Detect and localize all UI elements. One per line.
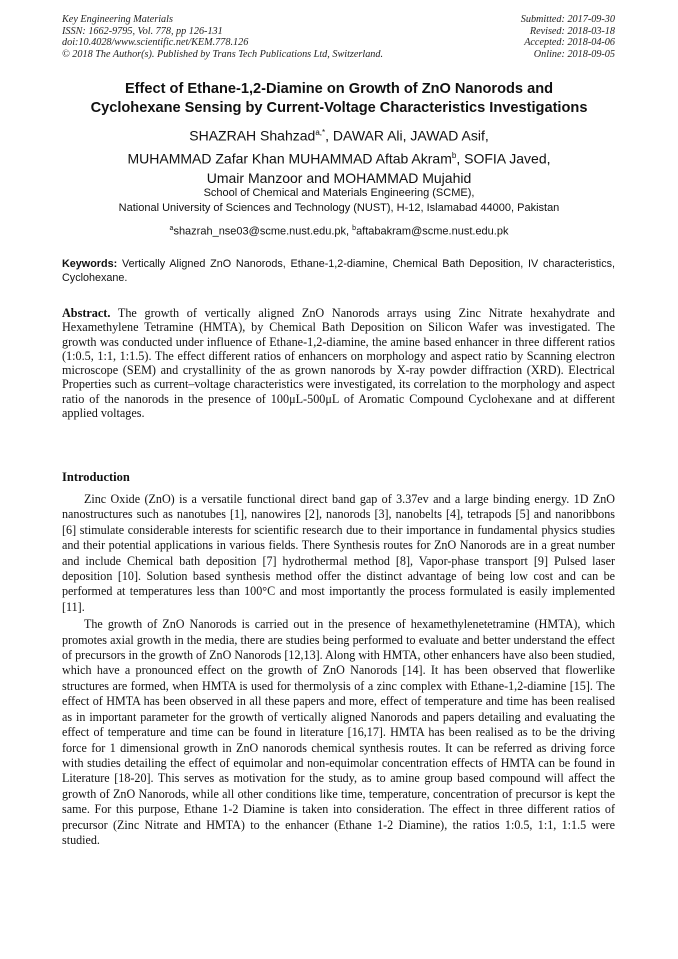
- abstract-text: The growth of vertically aligned ZnO Nanorods arrays using Zinc Nitrate hexahydrate and Hexamethylene Tetramine (HMTA), by Chemical Bath Deposition on Silicon Wafer was investigated. The growth was conducted under influence of Ethane-1,2-diamine, the amine based enhancer in three different ratios (1:0.5, 1:1, 1:1.5). The effect different ratios of enhancers on morphology and aspect ratio by Scanning electron microscope (SEM) and crystallinity of the as grown nanorods by X-ray powder diffraction (XRD). Electrical Properties such as current–voltage characteristics were investigated, its correlation to the morphology and aspect ratio of the nanorods in the presence of 100μL-500μL of Aromatic Compound Cyclohexane and at different applied voltages.: [62, 306, 615, 421]
- date-online: Online: 2018-09-05: [533, 48, 615, 60]
- email-b-marker: b: [352, 225, 357, 232]
- author-3-marker: b: [451, 150, 457, 160]
- authors-3: MUHAMMAD Zafar Khan MUHAMMAD Aftab Akram: [127, 150, 452, 167]
- keywords-text: Vertically Aligned ZnO Nanorods, Ethane-1,2-diamine, Chemical Bath Deposition, IV characteristics, Cyclohexane.: [62, 258, 615, 284]
- author-list: [40, 123, 638, 188]
- email-b[interactable]: aftabakram@scme.nust.edu.pk: [356, 225, 509, 238]
- author-line-3: Umair Manzoor and MOHAMMAD Mujahid: [206, 170, 472, 187]
- copyright-notice: © 2018 The Author(s). Published by Trans Tech Publications Ltd, Switzerland.: [62, 48, 384, 60]
- journal-doi[interactable]: doi:10.4028/www.scientific.net/KEM.778.126: [62, 37, 249, 49]
- author-line-1: [40, 123, 638, 146]
- intro-paragraph-1: Zinc Oxide (ZnO) is a versatile functional direct band gap of 3.37ev and a large binding energy. 1D ZnO nanostructures such as nanotubes [1], nanowires [2], nanorods [3], nanobelts [4], tetrapods [5] and nanoribbons [6] stimulate considerable interests for scientific research due to their importance in fundamental physics studies and their potential applications in various fields. There Synthesis routes for ZnO Nanorods are in a great number and include Chemical bath deposition [7] hydrothermal method [8], Vapor-phase transport [9] Pulsed laser deposition [10]. Solution based synthesis method offer the distinct advantage of being low cost and can be performed at temperatures less than 100°C and most importantly the process formulated is easily implemented [11].: [62, 492, 615, 614]
- paper-title: [40, 80, 638, 118]
- date-accepted: Accepted: 2018-04-06: [524, 37, 615, 49]
- intro-paragraph-2: The growth of ZnO Nanorods is carried out in the presence of hexamethylenetetramine (HMTA), which promotes axial growth in the media, there are studies being performed to evaluate and better understand the effect of precursors in the growth of ZnO Nanorods [12,13]. Along with HMTA, other enhancers have also been studied, which have a pronounced effect on the growth of ZnO Nanorods [14]. It has been observed that flowerlike structures are formed, when HMTA is used for thermolysis of a zinc complex with Ethane-1,2-diamine [15]. The effect of HMTA has been observed in all these papers and more, effect of temperature and time has been realised as in important parameter for the growth of vertically aligned Nanorods and papers detailing and evaluating the effect of temperature and time can be found in literature [16,17]. HMTA has been realised as to be the driving force for 1 dimensional growth in ZnO nanorods chemical synthesis routes. It can be referred as driving force with studies detailing the effect of equimolar and non-equimolar concentration effects of HMTA can be found in Literature [18-20]. This serves as motivation for the study, as to amine group based compound will affect the growth of ZnO Nanorods, while all other conditions like time, temperature, concentration of precursor is kept the same. For this purpose, Ethane 1-2 Diamine is taken into consideration. The effect in three different ratios of precursor (Zinc Nitrate and HMTA) to the enhancer (Ethane 1-2 Diamine), the ratios 1:0.5, 1:1, 1:1.5 were studied.: [62, 617, 615, 847]
- author-1: SHAZRAH Shahzad: [189, 127, 316, 144]
- abstract: [62, 306, 615, 420]
- journal-issn: ISSN: 1662-9795, Vol. 778, pp 126-131: [62, 25, 223, 37]
- keywords: [62, 257, 615, 285]
- introduction-heading: Introduction: [62, 470, 130, 484]
- title-line-2: Cyclohexane Sensing by Current-Voltage Characteristics Investigations: [90, 100, 588, 116]
- authors-4: , SOFIA Javed,: [456, 150, 551, 167]
- email-a-marker: a: [169, 225, 174, 232]
- authors-2: , DAWAR Ali, JAWAD Asif,: [325, 127, 489, 144]
- author-line-2: [40, 146, 638, 169]
- date-submitted: Submitted: 2017-09-30: [520, 14, 615, 25]
- journal-header: [62, 14, 383, 60]
- affiliation-line-1: School of Chemical and Materials Engineering (SCME),: [203, 187, 475, 199]
- affiliation: [40, 186, 638, 216]
- submission-dates: [521, 14, 615, 60]
- introduction-body: [62, 492, 615, 848]
- title-line-1: Effect of Ethane-1,2-Diamine on Growth of ZnO Nanorods and: [124, 81, 554, 97]
- keywords-label: Keywords:: [62, 258, 118, 270]
- author-emails: [40, 222, 638, 239]
- email-a[interactable]: shazrah_nse03@scme.nust.edu.pk,: [173, 225, 353, 238]
- date-revised: Revised: 2018-03-18: [529, 25, 615, 37]
- affiliation-line-2: National University of Sciences and Technology (NUST), H-12, Islamabad 44000, Pakistan: [118, 202, 560, 214]
- journal-name: Key Engineering Materials: [62, 14, 173, 25]
- abstract-label: Abstract.: [62, 306, 111, 320]
- author-1-marker: a,*: [315, 128, 326, 137]
